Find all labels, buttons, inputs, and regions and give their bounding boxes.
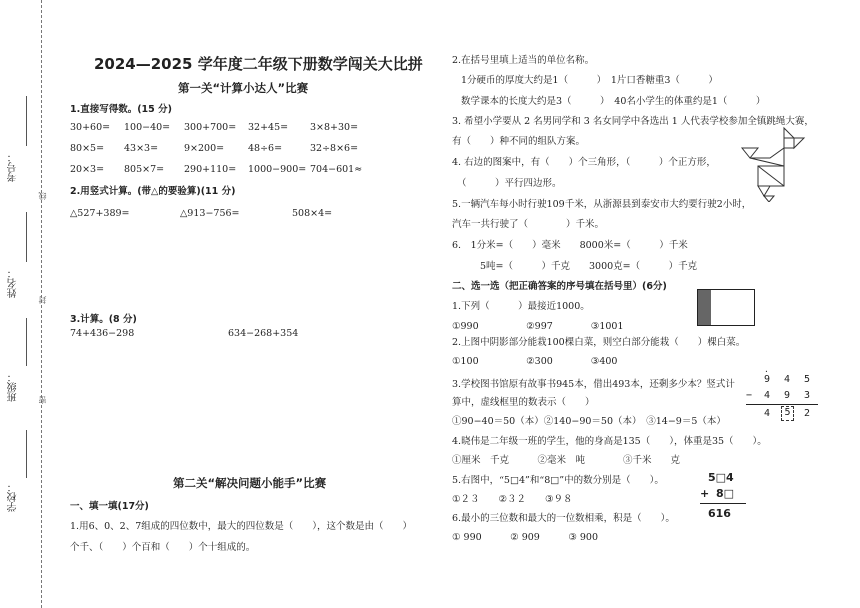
plus-sign: + — [700, 487, 710, 500]
choice-q6: 6.最小的三位数和最大的一位数相乘，积是（ ）。 — [452, 513, 675, 524]
addend-bottom: 8□ — [716, 487, 735, 500]
q2-title: 2.用竖式计算。(带△的要验算)(11 分) — [70, 186, 236, 197]
fill-q6-line2: 5吨=（ ）千克 3000克=（ ）千克 — [480, 261, 698, 272]
oral-calc-item: 1000−900= — [248, 164, 307, 175]
oral-calc-item: 80×5= — [70, 143, 105, 154]
school-label: 学校： — [8, 482, 19, 512]
fill-q2-title: 2.在括号里填上适当的单位名称。 — [452, 55, 595, 66]
name-line — [26, 212, 27, 262]
fill-q2-line1: 1分硬币的厚度大约是1（ ） 1片口香糖重3（ ） — [461, 75, 718, 86]
name-label: 姓名： — [8, 268, 19, 298]
stage1-title: 第一关“计算小达人”比赛 — [178, 81, 309, 95]
q3-item: 634−268+354 — [228, 328, 299, 339]
q2-item: △527+389= — [70, 208, 130, 219]
choice-q5-options: ①２３ ②３２ ③９８ — [452, 494, 573, 505]
seal-line-mark: 线 — [38, 192, 47, 200]
choice-q1: 1.下列（ ）最接近1000。 — [452, 301, 590, 312]
class-label: 班级： — [8, 372, 19, 402]
choice-q4-options: ①厘米 千克 ②毫米 吨 ③千米 克 — [452, 455, 681, 466]
exam-number-label: 考号： — [8, 152, 19, 182]
vertical-addition — [700, 471, 748, 523]
choice-q3-options: ①90−40＝50（本）②140−90＝50（本） ③14−9＝5（本） — [452, 416, 726, 427]
binding-dashed-line — [41, 0, 42, 608]
minus-sign: − — [746, 390, 753, 401]
fill-q2-line2: 数学课本的长度大约是3（ ） 40名小学生的体重约是1（ ） — [461, 96, 766, 107]
addend-top: 5□4 — [708, 471, 734, 484]
class-line — [26, 318, 27, 366]
q3-item: 74+436−298 — [70, 328, 135, 339]
fill-q3-line2: 有（ ）种不同的组队方案。 — [452, 136, 586, 147]
section-choice-title: 二、选一选（把正确答案的序号填在括号里）(6分) — [452, 281, 667, 292]
fill-q1-line1: 1.用6、0、2、7组成的四位数中，最大的四位数是（ ），这个数是由（ ） — [70, 521, 412, 532]
q2-item: 508×4= — [292, 208, 333, 219]
oral-calc-item: 48÷6= — [248, 143, 283, 154]
vertical-subtraction: · 9 4 5 − 4 9 3 4 5 2 — [746, 370, 818, 426]
oral-calc-item: 43×3= — [124, 143, 159, 154]
oral-calc-item: 20×3= — [70, 164, 105, 175]
stage2-title: 第二关“解决问题小能手”比赛 — [173, 476, 327, 490]
digit: 4 — [764, 390, 771, 401]
choice-q5: 5.右图中，“5□4”和“8□”中的数分别是（ ）。 — [452, 475, 664, 486]
exam-number-line — [26, 96, 27, 146]
choice-q2-options: ①100 ②300 ③400 — [452, 356, 618, 367]
oral-calc-item: 30+60= — [70, 122, 111, 133]
oral-calc-item: 9×200= — [184, 143, 225, 154]
seal-feng-mark: 封 — [38, 296, 47, 304]
dashed-box-digit: 5 — [781, 406, 794, 421]
oral-calc-item: 3×8+30= — [310, 122, 359, 133]
digit: 9 — [784, 390, 791, 401]
oral-calc-item: 32+45= — [248, 122, 289, 133]
choice-q1-options: ①990 ②997 ③1001 — [452, 321, 624, 332]
digit: 4 — [764, 408, 771, 419]
digit: 4 — [784, 374, 791, 385]
oral-calc-item: 290+110= — [184, 164, 237, 175]
sum-result: 616 — [708, 507, 731, 520]
fill-q6-line1: 6. 1分米=（ ）毫米 8000米=（ ）千米 — [452, 240, 688, 251]
fill-q4-line1: 4. 右边的图案中，有（ ）个三角形，（ ）个正方形， — [452, 157, 716, 168]
fill-q3-line1: 3. 希望小学要从 2 名男同学和 3 名女同学中各选出 1 人代表学校参加全镇跳绳大赛， — [452, 116, 814, 127]
digit: 2 — [804, 408, 811, 419]
digit: 5 — [804, 374, 811, 385]
choice-q3-line2: 算中，虚线框里的数表示（ ） — [452, 397, 595, 408]
shaded-rectangle-figure — [697, 289, 755, 326]
q1-title: 1.直接写得数。(15 分) — [70, 104, 172, 115]
fill-q5-line2: 汽车一共行驶了（ ）千米。 — [452, 219, 605, 230]
oral-calc-item: 300+700= — [184, 122, 237, 133]
fill-q4-line2: （ ）平行四边形。 — [457, 178, 562, 189]
school-line — [26, 430, 27, 478]
q3-title: 3.计算。(8 分) — [70, 314, 137, 325]
oral-calc-item: 704−601≈ — [310, 164, 363, 175]
fill-q5-line1: 5.一辆汽车每小时行驶109千米，从浙源县到泰安市大约要行驶2小时， — [452, 199, 752, 210]
q2-item: △913−756= — [180, 208, 240, 219]
shaded-part — [698, 290, 711, 325]
tangram-bird-figure — [740, 126, 806, 202]
section-fill-title: 一、填一填(17分) — [70, 501, 149, 512]
choice-q4: 4.晓伟是二年级一班的学生，他的身高是135（ ），体重是35（ ）。 — [452, 436, 767, 447]
seal-mi-mark: 密 — [38, 396, 47, 404]
oral-calc-item: 805×7= — [124, 164, 165, 175]
choice-q3-line1: 3.学校图书馆原有故事书945本，借出493本，还剩多少本？竖式计 — [452, 379, 735, 390]
digit: 3 — [804, 390, 811, 401]
choice-q2: 2.上图中阴影部分能栽100棵白菜，则空白部分能栽（ ）棵白菜。 — [452, 337, 746, 348]
oral-calc-item: 100−40= — [124, 122, 171, 133]
digit: 9 — [764, 374, 771, 385]
oral-calc-item: 32÷8×6= — [310, 143, 359, 154]
page-title: 2024—2025 学年度二年级下册数学闯关大比拼 — [94, 55, 423, 73]
choice-q6-options: ① 990 ② 909 ③ 900 — [452, 532, 599, 543]
fill-q1-line2: 个千、（ ）个百和（ ）个十组成的。 — [70, 542, 256, 553]
